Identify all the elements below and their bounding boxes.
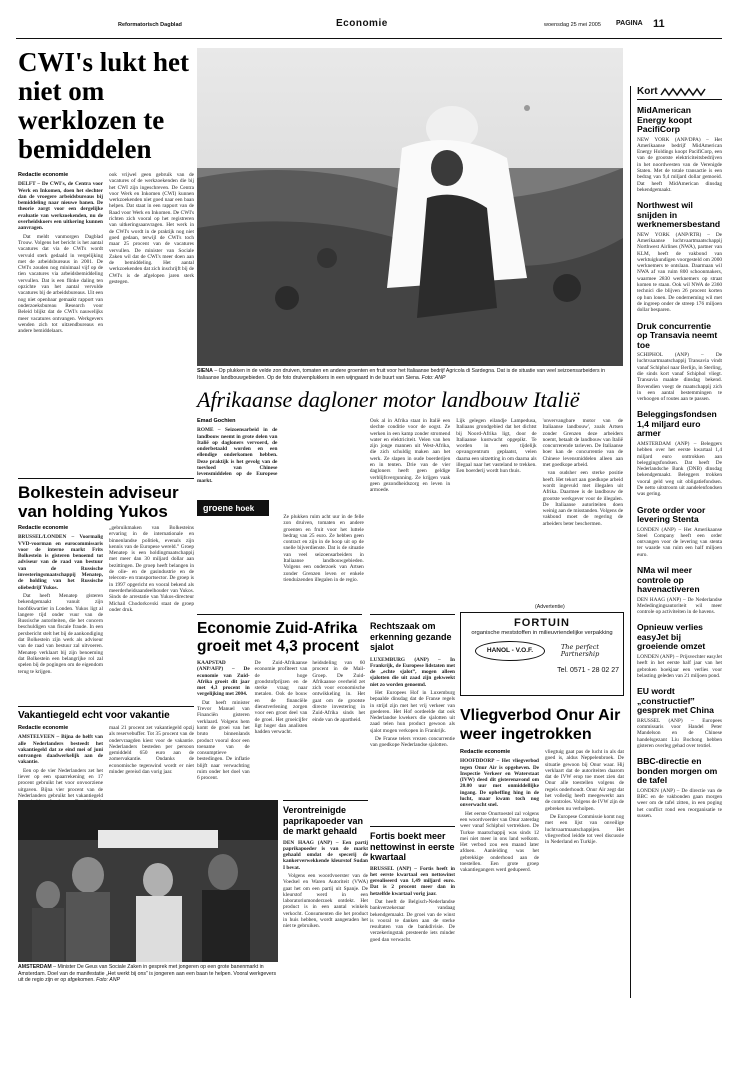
headline-afrika: Afrikaanse dagloner motor landbouw Italië: [197, 387, 580, 412]
photo-siena: [197, 48, 623, 366]
header-brand: PAGINA: [616, 20, 643, 27]
kort-item-body: BRUSSEL (ANP) – Europees commissaris voor Handel Peter Mandelson en de Chinese handelsgezant Liu Bochong hebben gisteren overleg gehad over textiel.: [637, 717, 722, 749]
body-cwi-2: ook vrijwel geen gebruik van de vacatures of de werkzoekenden die bij het CWI zijn ingeschreven. De Centra voor Werk en Inkomen (CWI) kunnen werkzoekenden niet goed naar een baan helpen. Dat staat in een rapport van de Raad voor Werk en Inkomen. De CWI's richten zich vooral op het registreren van uitkeringsaanvragen. Het werk in de CWI's wordt in de praktijk nog niet goed gedaan, terwijl de CWI's toch maar 25 procent van de vacatures vervullen. De minister van Sociale Zaken wil dat de CWI's meer doen aan de bemiddeling. Het aantal werkzoekenden dat zich inschrijft bij de CWI's is de afgelopen jaren sterk gestegen.: [109, 172, 194, 286]
kort-item: [637, 566, 722, 615]
body-rechtszaak-2: De Franse telers vrezen concurrentie van goedkope Nederlandse sjalotten.: [370, 736, 455, 749]
header-rule: [16, 38, 722, 39]
body-zuidafrika-1: Dat heeft minister Trevor Manuel van Financiën gisteren verklaard. Volgens hem komt de groei van het bruto binnenlands product vooral door een toename van de consumptieve bestedingen. De inflatie blijft naar verwachting ruim onder het doel van 6 procent.: [197, 699, 250, 782]
body-zuidafrika-3: heidsdeling van 60 procent in de Mail-Groep. De Zuid-Afrikaanse overheid zet zich voor economische ontwikkeling in. Het gaat om de grootste directe investering in Zuid-Afrika sinds het einde van de apartheid.: [312, 660, 366, 723]
kort-title: Kort: [637, 86, 658, 97]
body-afrika-2: Ook al in Afrika staat in Italië een slechte conditie voor de oogst. Ze werken in een kamp zonder stromend water en elektriciteit. Velen van hen zijn jonge mannen uit West-Afrika, die zich schuldig maken aan het werk. Ze slapen in oude boerderijen en in tenten. Drie van de vier dagloners heeft geen geldige verblijfsvergunning. Ze krijgen vaak geen gezondheidszorg en leven in armoede.: [369, 418, 451, 494]
ad-slogan: The perfect Partnership: [560, 642, 600, 658]
article-paprika: [283, 800, 368, 996]
lead-fortis: BRUSSEL (ANP) – Fortis heeft in het eerste kwartaal een nettowinst gerealiseerd van 1,49 miljard euro. Dat is 2 procent meer dan in hetzelfde kwartaal vorig jaar.: [370, 865, 455, 897]
byline-onuair: Redactie economie: [460, 749, 511, 755]
body-cwi-1: Dat meldt vanmorgen Dagblad Trouw. Volgens het bericht is het aantal vacatures dat via de CWI's wordt vervuld sterk gedaald in vergelijking met de arbeidsbureaus in 2001. De CWI's zouden nog minimaal vijf op de tien vacatures via arbeidsbemiddeling vervullen. Dat is een flinke daling ten opzichte van het aantal vervulde vacatures bij de arbeidsbureaus. Uit een nog niet openbaar gemaakt rapport van onderzoeksbureau Research voor Beleid blijkt dat de CWI's nauwelijks meer vacatures ontvangen. Werkgevers wenden zich tot uitzendbureaus en andere bemiddelaars.: [18, 233, 103, 335]
body-bolkestein-2: „gebruikmaken van Bolkesteins ervaring in de internationale en binnenlandse politiek, evenals zijn kennis van de Europese wereld.” Groep Menatep is een holdingmaatschappij met meer dan 30 miljard dollar aan bezittingen. De groep heeft belangen in de olie- en de gasindustrie en de telecom- en transportsector. De groep is in 1997 opgericht en vooral bekend als meerderheidsaandeelhouder van Yukos. Sinds de arrestatie van Yukos-directeur Michail Chodorkovski staat de groep onder druk.: [109, 525, 194, 613]
article-rechtszaak: [370, 614, 455, 824]
ad-fortuin[interactable]: [460, 612, 624, 696]
kort-item: [637, 687, 722, 749]
byline-bolkestein: Redactie economie: [18, 525, 69, 531]
headline-zuidafrika: Economie Zuid-Afrika groeit met 4,3 procent: [197, 620, 359, 655]
lead-zuidafrika: KAAPSTAD (ANP/AFP) – De economie van Zuid-Afrika groeit dit jaar met 4,3 procent in vergelijking met 2004.: [197, 660, 250, 698]
body-bolkestein-1: Dat heeft Menatep gisteren bekendgemaakt vanuit zijn hoofdkwartier in Londen. Yukos ligt al langere tijd onder vuur van de Russische autoriteiten, die het concern beschuldigen van fiscale fraude. In een persbericht stelt het bij de aankondiging dat Bolkestein zijn werk als adviseur van de raad van bestuur zal uitvoeren. Menatep verklaart bij zijn benoeming dat Bolkestein een belangrijke rol zal spelen bij de pogingen om de eigendom terug te krijgen.: [18, 592, 103, 675]
kort-item-title: BBC-directie en bonden morgen om de tafel: [637, 756, 718, 786]
body-afrika-4: 'onvervangbare motor van de Italiaanse landbouw', zoals Artsen zonder Grenzen deze arbeiders noemt, betaalt de landbouw van Italië concurrerende tarieven. De Italiaanse boer kan de concurrentie van de Chinese levensmiddelen alleen aan met goedkope arbeid.: [542, 418, 624, 469]
kort-item: [637, 623, 722, 679]
section-title: Economie: [336, 18, 388, 29]
caption-siena-credit: Foto: ANP: [421, 374, 446, 381]
caption-amsterdam-place: AMSTERDAM: [18, 964, 52, 970]
kort-item: [637, 322, 722, 403]
kort-header: [637, 86, 722, 100]
kort-item: [637, 410, 722, 497]
ad-logo: HANOL - V.O.F.: [475, 641, 545, 661]
kort-item-body: LONDEN (ANP) – De directie van de BBC en de vakbonden gaan morgen weer om de tafel zitten, in een poging het conflict rond een reorganisatie te sussen.: [637, 787, 722, 819]
kort-wave-icon: [661, 87, 705, 97]
lead-bolkestein: BRUSSEL/LONDEN – Voormalig VVD-voorman en eurocommissaris voor de interne markt Frits Bolkestein is gisteren benoemd tot adviseur van de raad van bestuur van de Russische investeringsmaatschappij Menatep, de holding van het Russische oliebedrijf Yukos.: [18, 534, 103, 591]
article-bolkestein: [18, 483, 194, 705]
headline-vakantiegeld: Vakantiegeld echt voor vakantie: [18, 710, 170, 721]
kort-item-title: NMa wil meer controle op havenactiveren: [637, 565, 700, 595]
kort-item-title: MidAmerican Energy koopt PacifiCorp: [637, 105, 692, 134]
body-fortis-1: Dat heeft de Belgisch-Nederlandse bankverzekeraar vandaag bekendgemaakt. De groei van de winst is vooral te danken aan de sterke resultaten van de bankdivisie. De verzekeringstak presteerde iets minder goed dan verwacht.: [370, 898, 455, 943]
groene-hoek-logo: groene hoek: [197, 500, 269, 516]
body-onuair-3: De Europese Commissie komt nog met een lijst van onveilige luchtvaartmaatschappijen. Het vliegverbod leidde tot veel discussie in Nederland en Turkije.: [545, 813, 624, 846]
kort-item-title: Druk concurrentie op Transavia neemt toe: [637, 320, 718, 350]
byline-afrika: Emad Gochien: [197, 418, 236, 424]
kort-item-title: EU wordt „constructief” gesprek met China: [637, 686, 714, 716]
kort-item-title: Opnieuw verlies easyJet bij groeiende omzet: [637, 622, 706, 652]
body-onuair-2: vliegtuig gaat pas de lucht in als dat goed is, aldus Neppelenbroek. De situatie gewoon bij Onur waar. Hij verklaart dat de autoriteiten daarom dat de IVW erop toe moet zien dat Onur alle toestellen volgens de regels onderhoudt. Onur Air zegt dat het volledig heeft meegewerkt aan de controles. Volgens de IVW zijn de gebreken nu verholpen.: [545, 749, 624, 812]
kort-item-title: Northwest wil snijden in werknemersbestand: [637, 200, 721, 230]
lead-onuair: HOOFDDORP – Het vliegverbod tegen Onur Air is opgeheven. De Inspectie Verkeer en Waterstaat (IVW) deed dit gisterenavond om 20.00 uur met onmiddellijke ingang. De opheffing hing in de lucht, maar kwam toch nog onverwacht snel.: [460, 758, 539, 809]
body-onuair-1: Het eerste Onurtoestel zal volgens een woordvoerder van Onur zaterdag weer vanaf Schiphol vertrekken. De Turkse maatschappij was sinds 12 mei niet meer in ons land welkom. Het verbod zou een maand later afdoen. Aanleiding was het gebrekkige onderhoud aan de toestellen. Een grote groep vakantiegangers werd gedupeerd.: [460, 810, 539, 874]
caption-siena: [197, 368, 623, 384]
kort-item: [637, 106, 722, 193]
caption-siena-place: SIENA: [197, 368, 213, 374]
headline-paprika: Verontreinigde paprikapoeder van de markt gehaald: [283, 805, 364, 836]
byline-vakantiegeld: Redactie economie: [18, 725, 69, 731]
caption-siena-text: – Op plukken in de velde zon druiven, tomaten en andere groenten en fruit voor het Italiaanse bedrijf Agricola di Sardegna. Dat is de situatie van veel seizoensarbeiders in Italiaanse landbouwgebieden. Op de foto druivenplukkers in een wijngaard in de buurt van Siena.: [197, 368, 606, 381]
kort-item-title: Beleggingsfondsen 1,4 miljard euro armer: [637, 409, 717, 439]
body-vakantiegeld-1: Een op de vier Nederlanders zet het liever op een spaarrekening en 17 procent gebruikt het voor onvoorziene uitgaven. Bijna vier procent van de Nederlanders gebruikt het vakantiegeld: [18, 767, 103, 799]
article-fortis: [370, 826, 455, 996]
ad-label: (Advertentie): [535, 604, 565, 610]
kort-column: [630, 86, 722, 998]
kort-list: [637, 106, 722, 819]
article-onuair: [460, 706, 624, 996]
lead-paprika: DEN HAAG (ANP) – Een partij paprikapoeder is van de markt gehaald omdat de specerij de kankerverwekkende kleurstof Sudan I bevat.: [283, 839, 368, 871]
article-zuidafrika: [197, 620, 365, 790]
body-vakantiegeld-2: maal 21 procent zet vakantiegeld opzij als reservebuffer. Tot 35 procent van de ondervraagden kiest voor de vakantie. Nederlanders besteden per persoon gemiddeld 650 euro aan de zomervakantie. Ondanks de economische tegenwind wordt er niet minder gereisd dan vorig jaar.: [109, 725, 194, 776]
kort-item-title: Grote order voor levering Stenta: [637, 504, 706, 525]
caption-amsterdam-credit: Foto: ANP: [96, 977, 120, 983]
body-zuidafrika-2: De Zuid-Afrikaanse economie profiteert van de hoge grondstofprijzen en de sterke vraag naar metalen. Ook de bouw en de financiële dienstverlening zorgen voor een groot deel van de groei. Het groeicijfer ligt hoger dan analisten hadden verwacht.: [254, 660, 308, 736]
headline-onuair: Vliegverbod Onur Air weer ingetrokken: [460, 707, 621, 743]
lead-vakantiegeld: AMSTELVEEN – Bijna de helft van alle Nederlanders besteedt het vakantiegeld dat ze eind mei of juni ontvangen daadwerkelijk aan de vakantie.: [18, 734, 103, 766]
body-afrika-3: Lijk gelegen eilandje Lampedusa, Italiaans grondgebied dat het dichtst bij Noord-Afrika ligt, door de Italiaanse kustwacht opgepikt. Te worden in een tijdelijk opvangcentrum geplaatst, velen daarna een uitzetting in om daarna als illegaal naar het vasteland te trekken. Een boerderij wordt hun thuis.: [456, 418, 537, 475]
lead-afrika: ROME – Seizoensarbeid in de landbouw neemt in grote delen van Italië op dagloners vervoerd, de onderbetaald worden en een ellendige onderkomen hebben. Deze praktijk is het gevolg van de toevloed van Chinese levensmiddelen op de Europese markt.: [197, 427, 278, 484]
headline-bolkestein: Bolkestein adviseur van holding Yukos: [18, 483, 179, 521]
kort-item-body: NEW YORK (ANP/RTR) – De Amerikaanse luchtvaartmaatschappij Northwest Airlines (NWA), partner van KLM, heeft de vakbond van werktuigkundigen voorgesteld om 2000 werknemers te ontslaan. Daarmaan wil NWA af van ruim 800 schoonmakers, waarmee 2830 werknemers op straat komen te staan. Ook wil NWA de 2360 technici die blijven 26 procent korten op hun lonen. De onderneming wil met de ingreep onder de streep 176 miljoen dollar besparen.: [637, 231, 722, 314]
article-afrika: [197, 418, 623, 604]
page-number: 11: [653, 18, 665, 30]
article-vakantiegeld: [18, 710, 194, 799]
body-afrika-5: van oudsher een sterke positie heeft. Het tekort aan goedkope arbeid wordt ingevuld met illegalen uit Afrika. Daarmee is de landbouw de grootste werkgever voor de illegalen. De Italiaanse autoriteiten doen weinig aan de misstanden. Volgens de vakbond moet de regering de arbeiders beter beschermen.: [542, 470, 624, 527]
body-afrika-1: Ze plukken ruim acht uur in de felle zon druiven, tomaten en andere groenten en fruit voor het luttele bedrag van 25 euro. Ze hebben geen contract en zijn in de hoop uit op de snelle bijverdienste. Dat is de situatie van veel seizoensarbeiders in Italiaanse landbouwgebieden. Volgens een onderzoek van Artsen zonder Grenzen leven er enkele tienduizenden illegalen in de regio.: [283, 514, 364, 583]
headline-fortis: Fortis boekt meer nettowinst in eerste kwartaal: [370, 831, 455, 862]
caption-amsterdam: [18, 964, 278, 990]
photo-amsterdam-image: [18, 800, 278, 962]
header-date: woensdag 25 mei 2005: [544, 22, 601, 28]
headline-rechtszaak: Rechtszaak om erkenning gezande sjalot: [370, 621, 452, 652]
ad-title: FORTUIN: [514, 617, 570, 629]
kort-item: [637, 506, 722, 558]
kort-item: [637, 757, 722, 819]
byline-cwi: Redactie economie: [18, 172, 69, 178]
kort-item: [637, 201, 722, 313]
kort-item-body: AMSTERDAM (ANP) – Beleggers hebben over het eerste kwartaal 1,4 miljard euro onttrokken aan beleggingsfondsen. Dat heeft De Nederlandsche Bank (DNB) dinsdag bekendgemaakt. Beleggers trokken vooral geld weg uit obligatiefondsen. De netto uitstroom uit aandelenfondsen was gering.: [637, 440, 722, 498]
kort-item-body: NEW YORK (ANP/DPA) – Het Amerikaanse bedrijf MidAmerican Energy Holdings koopt PacifiCorp, een van de grootste elektriciteitsbedrijven in het noordwesten van de Verenigde Staten. Met de totale transactie is een bedrag van 9,4 miljard dollar gemoeid. Dat heeft MidAmerican dinsdag bekendgemaakt.: [637, 136, 722, 193]
article-cwi: [18, 48, 194, 478]
caption-amsterdam-text: – Minister De Geus van Sociale Zaken in gesprek met jongeren op een grote banenmarkt in Amsterdam. Doel van de manifestatie „Het werkt bij ons” is jongeren aan een baan te helpen. Vooral werkgevers uit de regio zijn er op afgekomen.: [18, 964, 277, 983]
kort-item-body: DEN HAAG (ANP) – De Nederlandse Mededingingsautoriteit wil meer controle op activiteiten in de havens.: [637, 596, 722, 616]
photo-amsterdam: [18, 800, 278, 962]
body-rechtszaak-1: Het Europees Hof in Luxemburg bepaalde dinsdag dat de Franse regels in strijd zijn met het vrij verkeer van goederen. Het Hof oordeelde dat ook Nederlandse kwekers die sjalotten uit zaad telen hun product gewoon als sjalot mogen verkopen in Frankrijk.: [370, 689, 455, 734]
kort-item-body: LONDEN (ANP) – Prijsvechter easyJet heeft in het eerste half jaar van het gebroken boekjaar een verlies voor belasting geleden van 21 miljoen pond.: [637, 653, 722, 679]
lead-cwi: DELFT – De CWI's, de Centra voor Werk en Inkomen, doen het slechter dan de vroegere arbeidsbureaus bij bemiddeling naar nieuwe banen. De theorie zorgt voor een dergelijke evaluatie van werkzoekenden, nu de overheidskoers een uitkering kunnen aanvragen.: [18, 181, 103, 232]
ad-subtitle: organische meststoffen in milieuvriendelijke verpakking: [471, 630, 613, 636]
kort-item-body: LONDEN (ANP) – Het Amerikaanse Steel Company heeft een order ontvangen voor de levering van stenta ter waarde van ruim een half miljoen euro.: [637, 526, 722, 558]
kort-item-body: SCHIPHOL (ANP) – De luchtvaartmaatschappij Transavia vindt vanaf Schiphol naar Berlijn, in Sterling, die sinds kort vanaf Schiphol vliegt. Transavia maakte dinsdag bekend. Bovendien voegt de maatschappij zich in een aantal bestemmingen te verhoogen of routes aan te passen.: [637, 352, 722, 403]
page-header: [16, 18, 722, 40]
lead-rechtszaak: LUXEMBURG (ANP) – In Frankrijk, de Europese lidstaten met de „echte sjalot”, mogen alleen sjalotten die uit zaad zijn gekweekt niet zo worden genoemd.: [370, 656, 455, 688]
headline-cwi: CWI's lukt het niet om werklozen te bemiddelen: [18, 47, 190, 164]
photo-siena-image: [197, 48, 623, 366]
masthead-small: Reformatorisch Dagblad: [118, 22, 182, 28]
body-paprika-1: Volgens een woordvoerster van de Voedsel en Waren Autoriteit (VWA) gaat het om een partij uit Spanje. De kleurstof werd in een laboratoriumonderzoek ontdekt. Het product is in een aantal winkels verkocht. Consumenten die het product in huis hebben, wordt aangeraden het niet te gebruiken.: [283, 872, 368, 930]
ad-phone: Tel. 0571 - 28 02 27: [557, 667, 619, 674]
